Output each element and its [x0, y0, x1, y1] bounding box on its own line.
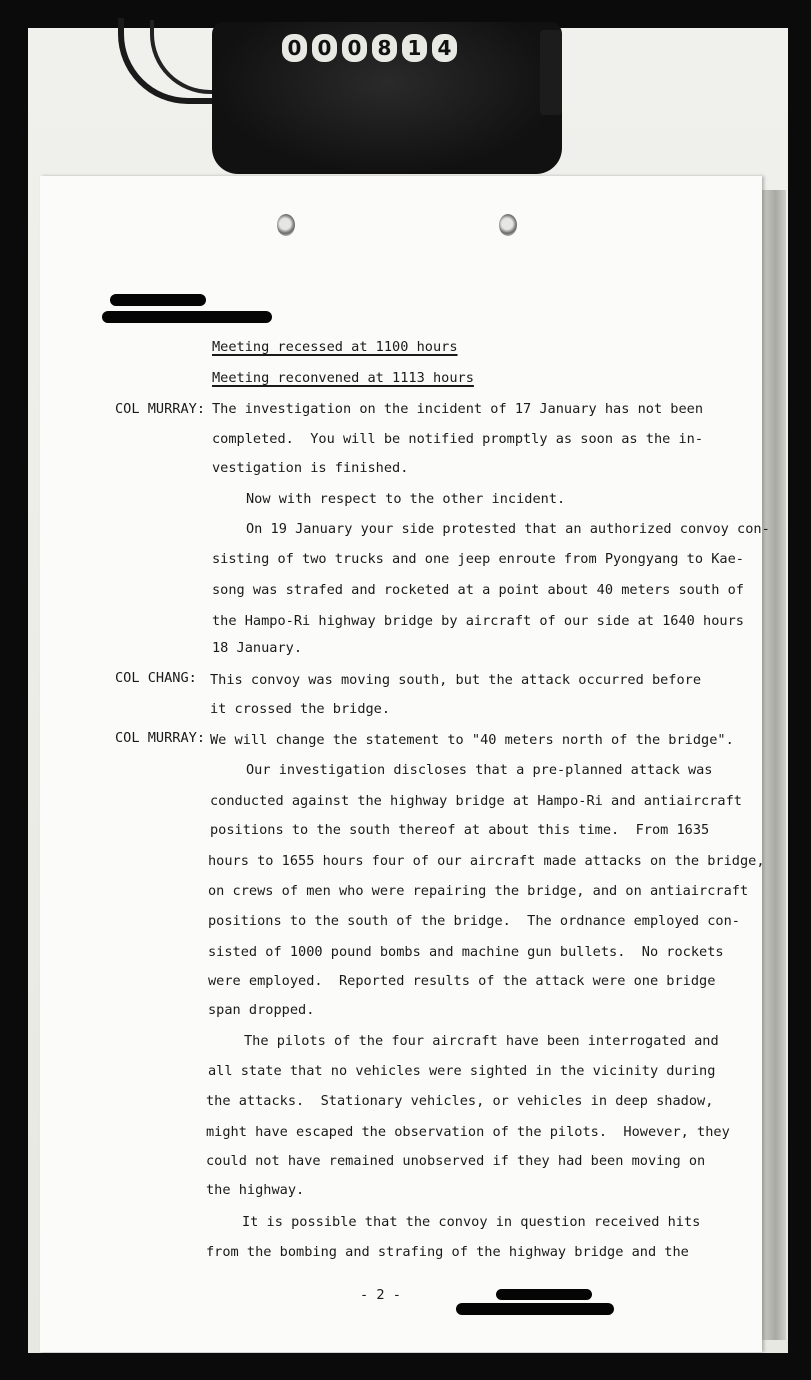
body-line: were employed. Reported results of the attack were one bridge — [208, 973, 716, 989]
speaker-label: COL CHANG: — [115, 670, 197, 686]
speaker-label: COL MURRAY: — [115, 730, 206, 746]
punch-hole — [499, 214, 517, 236]
meeting-reconvened-line: Meeting reconvened at 1113 hours — [212, 370, 474, 386]
frame-counter-digits — [282, 34, 457, 62]
body-line: positions to the south of the bridge. The ordnance employed con- — [208, 913, 740, 929]
body-line: from the bombing and strafing of the highway bridge and the — [206, 1244, 689, 1260]
redaction-bar — [456, 1303, 614, 1315]
document-page — [40, 176, 770, 1352]
counter-side-clamp — [540, 30, 562, 115]
body-line: span dropped. — [208, 1002, 315, 1018]
meeting-recessed-line: Meeting recessed at 1100 hours — [212, 339, 458, 355]
body-line: We will change the statement to "40 meters north of the bridge". — [210, 732, 734, 748]
body-line: It is possible that the convoy in question received hits — [242, 1214, 701, 1230]
body-line: The investigation on the incident of 17 January has not been — [212, 401, 704, 417]
body-line: Our investigation discloses that a pre-planned attack was — [246, 762, 713, 778]
body-line: Now with respect to the other incident. — [246, 491, 566, 507]
counter-digit: 1 — [402, 34, 427, 62]
counter-digit: 0 — [282, 34, 307, 62]
body-line: completed. You will be notified promptly as soon as the in- — [212, 431, 704, 447]
body-line: sisting of two trucks and one jeep enroute from Pyongyang to Kae- — [212, 551, 744, 567]
body-line: vestigation is finished. — [212, 460, 409, 476]
counter-digit: 8 — [372, 34, 397, 62]
counter-digit: 0 — [312, 34, 337, 62]
body-line: The pilots of the four aircraft have been interrogated and — [244, 1033, 719, 1049]
redaction-bar — [110, 294, 206, 306]
body-line: conducted against the highway bridge at Hampo-Ri and antiaircraft — [210, 793, 742, 809]
speaker-label: COL MURRAY: — [115, 401, 206, 417]
page-number: - 2 - — [360, 1287, 401, 1303]
backdrop-edge-stripe — [760, 190, 786, 1340]
body-line: hours to 1655 hours four of our aircraft made attacks on the bridge, — [208, 853, 765, 869]
counter-digit: 0 — [342, 34, 367, 62]
body-line: could not have remained unobserved if they had been moving on — [206, 1153, 706, 1169]
body-line: the Hampo-Ri highway bridge by aircraft of our side at 1640 hours — [212, 613, 744, 629]
body-line: might have escaped the observation of the pilots. However, they — [206, 1124, 730, 1140]
counter-digit: 4 — [432, 34, 457, 62]
redaction-bar — [102, 311, 272, 323]
body-line: on crews of men who were repairing the bridge, and on antiaircraft — [208, 883, 749, 899]
punch-hole — [277, 214, 295, 236]
body-line: On 19 January your side protested that an authorized convoy con- — [246, 521, 770, 537]
body-line: 18 January. — [212, 640, 303, 656]
redaction-bar — [496, 1289, 592, 1300]
body-line: it crossed the bridge. — [210, 701, 391, 717]
body-line: the attacks. Stationary vehicles, or vehicles in deep shadow, — [206, 1093, 714, 1109]
body-line: all state that no vehicles were sighted in the vicinity during — [208, 1063, 716, 1079]
body-line: positions to the south thereof at about this time. From 1635 — [210, 822, 710, 838]
body-line: This convoy was moving south, but the attack occurred before — [210, 672, 702, 688]
body-line: the highway. — [206, 1182, 305, 1198]
body-line: song was strafed and rocketed at a point about 40 meters south of — [212, 582, 744, 598]
body-line: sisted of 1000 pound bombs and machine gun bullets. No rockets — [208, 944, 724, 960]
